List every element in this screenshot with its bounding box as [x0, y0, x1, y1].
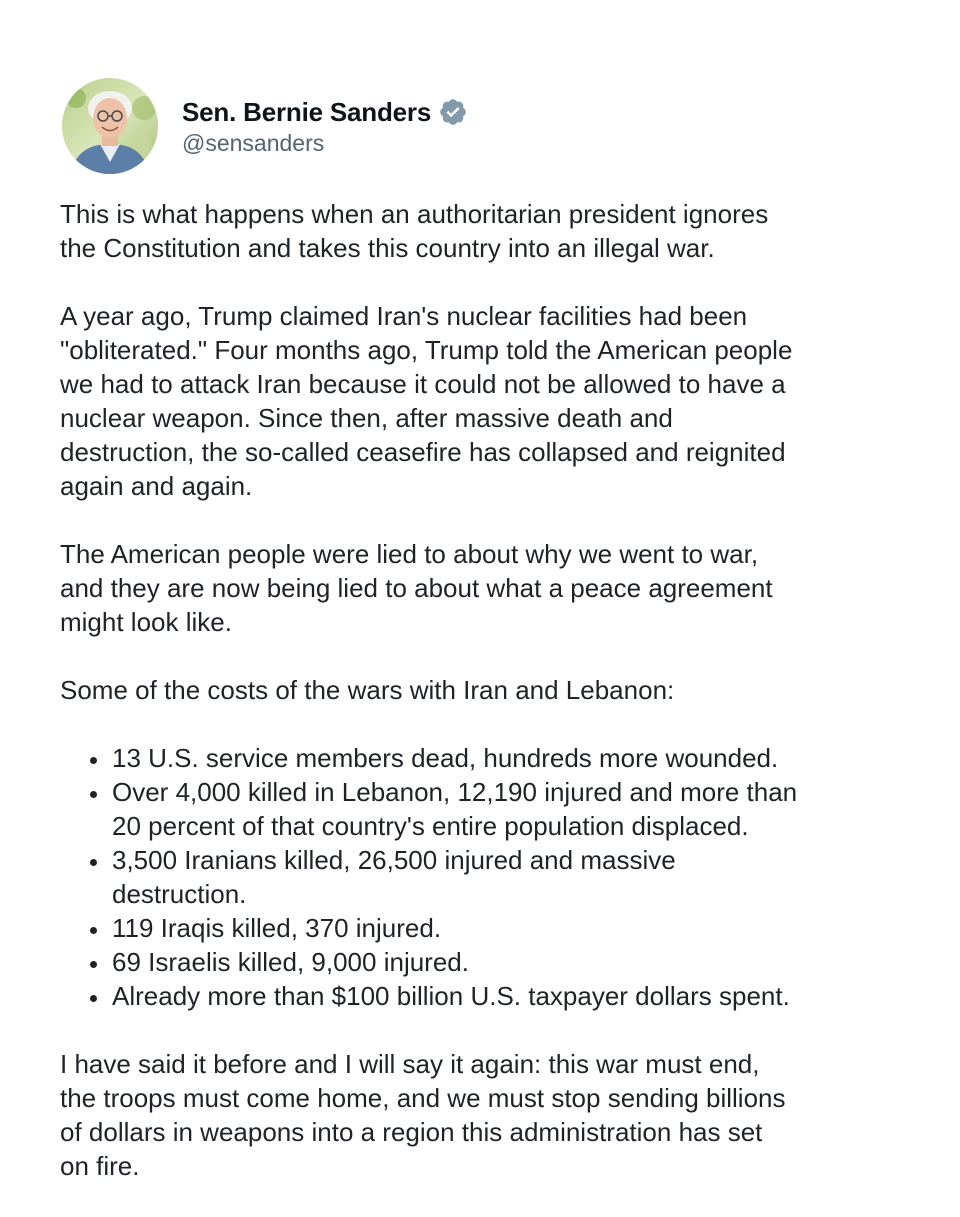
post-header	[62, 78, 468, 174]
name-row	[182, 95, 468, 129]
list-item: • 119 Iraqis killed, 370 injured.	[110, 911, 920, 945]
post-paragraph: The American people were lied to about why we went to war, and they are now being lied to about what a peace agreement might look like.	[60, 539, 773, 637]
post-paragraph: This is what happens when an authoritarian president ignores the Constitution and takes this country into an illegal war.	[60, 199, 769, 263]
verified-badge-icon[interactable]	[438, 97, 468, 127]
post-paragraph: A year ago, Trump claimed Iran's nuclear facilities had been "obliterated." Four months ago, Trump told the American people we had to attack Iran because it could not be allowed to have a nuclear weapon. Since then, after massive death and destruction, the so-called ceasefire has collapsed and reignited again and again.	[60, 301, 793, 501]
costs-list	[60, 741, 920, 1013]
list-item: • 13 U.S. service members dead, hundreds more wounded.	[110, 741, 920, 775]
post-paragraph: Some of the costs of the wars with Iran and Lebanon:	[60, 675, 675, 705]
author-info	[182, 95, 468, 157]
list-item: • Already more than $100 billion U.S. taxpayer dollars spent.	[110, 979, 920, 1013]
author-handle[interactable]: @sensanders	[182, 130, 325, 156]
author-display-name[interactable]: Sen. Bernie Sanders	[182, 96, 432, 127]
post-closing-paragraph: I have said it before and I will say it again: this war must end, the troops must come home, and we must stop sending billions of dollars in weapons into a region this administration has set on fire.	[60, 1049, 786, 1181]
post-body	[60, 197, 920, 1217]
list-item: • 3,500 Iranians killed, 26,500 injured and massive destruction.	[110, 843, 920, 911]
list-item: • Over 4,000 killed in Lebanon, 12,190 injured and more than 20 percent of that country's entire population displaced.	[110, 775, 920, 843]
avatar-photo	[62, 78, 158, 174]
avatar[interactable]	[62, 78, 158, 174]
list-item: • 69 Israelis killed, 9,000 injured.	[110, 945, 920, 979]
